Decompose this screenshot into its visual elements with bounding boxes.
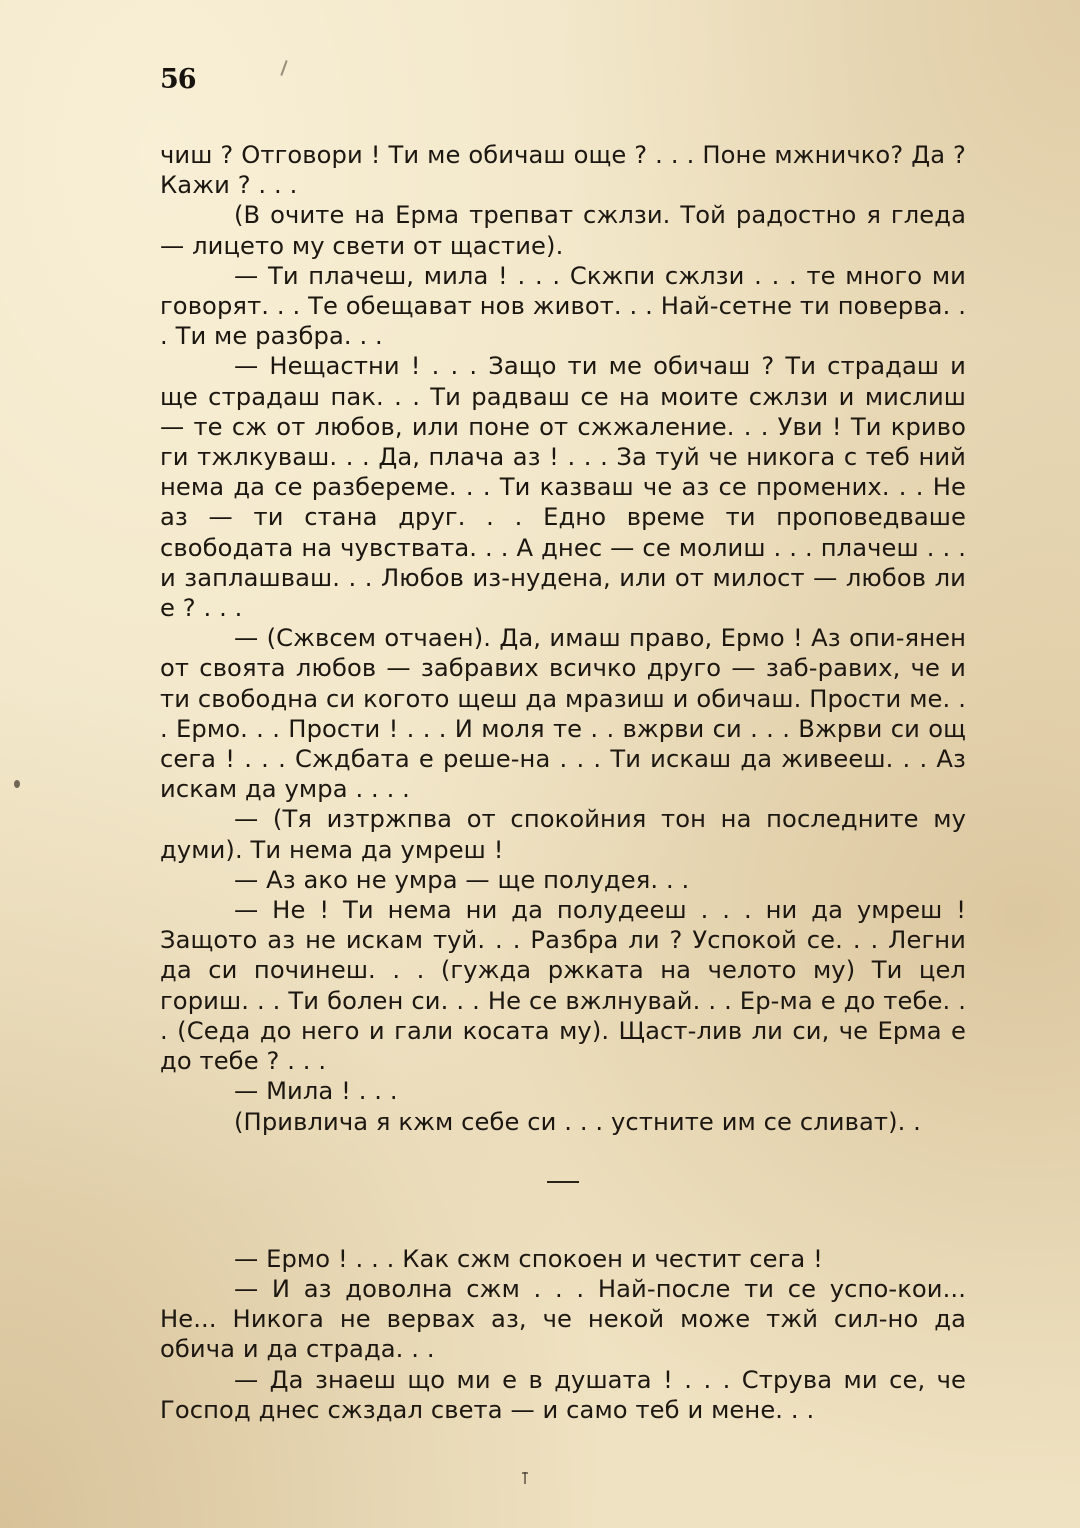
paragraph: — (Тя изтржпва от спокойния тон на последните му думи). Ти нема да умреш ! [160, 805, 966, 864]
paragraph: — Аз ако не умра — ще полудея. . . [234, 865, 690, 894]
paragraph: — (Сжвсем отчаен). Да, имаш право, Ермо ! Аз опи-янен от своята любов — забравих всичко друго — заб-равих, че и ти свободна си когото щеш да мразиш и обичаш. Прости ме. . . Ермо. . . Прости ! . . . И моля те . . вжрви си . . . Вжрви си ощ сега ! . . . Сждбата е реше-на . . . Ти искаш да живееш. . . Аз искам да умра . . . . [160, 624, 966, 804]
section-separator [547, 1181, 579, 1183]
paragraph: — Мила ! . . . [234, 1077, 398, 1106]
text-section-after [160, 1244, 966, 1425]
stray-mark [280, 60, 287, 76]
paragraph: — Ермо ! . . . Как сжм спокоен и честит сега ! [234, 1244, 823, 1273]
page-text [160, 140, 966, 1425]
paragraph: чиш ? Отговори ! Ти ме обичаш още ? . . . Поне мжничко? Да ? Кажи ? . . . [160, 141, 966, 200]
paragraph: — Нещастни ! . . . Защо ти ме обичаш ? Ти страдаш и ще страдаш пак. . . Ти радваш се на моите сжлзи и мислиш — те сж от любов, или поне от сжжаление. . . Уви ! Ти криво ги тжлкуваш. . . Да, плача аз ! . . . За туй че никога с теб ний нема да се разбереме. . . Ти казваш че аз се промених. . . Не аз — ти стана друг. . . Едно време ти проповедваше свободата на чувствата. . . А днес — се молиш . . . плачеш . . . и заплашваш. . . Любов из-нудена, или от милост — любов ли е ? . . . [160, 352, 966, 623]
paragraph: — Ти плачеш, мила ! . . . Скжпи сжлзи . . . те много ми говорят. . . Те обещават нов живот. . . Най-сетне ти поверва. . . Ти ме разбра. . . [160, 261, 966, 351]
page-number: 56 [160, 64, 196, 95]
text-section-before [160, 140, 966, 1137]
stray-mark [14, 780, 20, 788]
paragraph: (Привлича я кжм себе си . . . устните им се сливат). . [234, 1107, 921, 1136]
paragraph: (В очите на Ерма трепват сжлзи. Той радостно я гледа — лицето му свети от щастие). [160, 201, 966, 260]
paragraph: — Не ! Ти нема ни да полудееш . . . ни да умреш ! Защото аз не искам туй. . . Разбра ли ? Успокой се. . . Легни да си починеш. . . (гужда ржката на челото му) Ти цел гориш. . . Ти болен си. . . Не се вжлнувай. . . Ер-ма е до тебе. . . (Седа до него и гали косата му). Щаст-лив ли си, че Ерма е до тебе ? . . . [160, 896, 966, 1076]
stray-mark [524, 1472, 526, 1484]
paragraph: — И аз доволна сжм . . . Най-после ти се успо-кои... Не... Никога не вервах аз, че некой може тжй сил-но да обича и да страда. . . [160, 1274, 966, 1364]
paragraph: — Да знаеш що ми е в душата ! . . . Струва ми се, че Господ днес сжздал света — и само теб и мене. . . [160, 1365, 966, 1424]
